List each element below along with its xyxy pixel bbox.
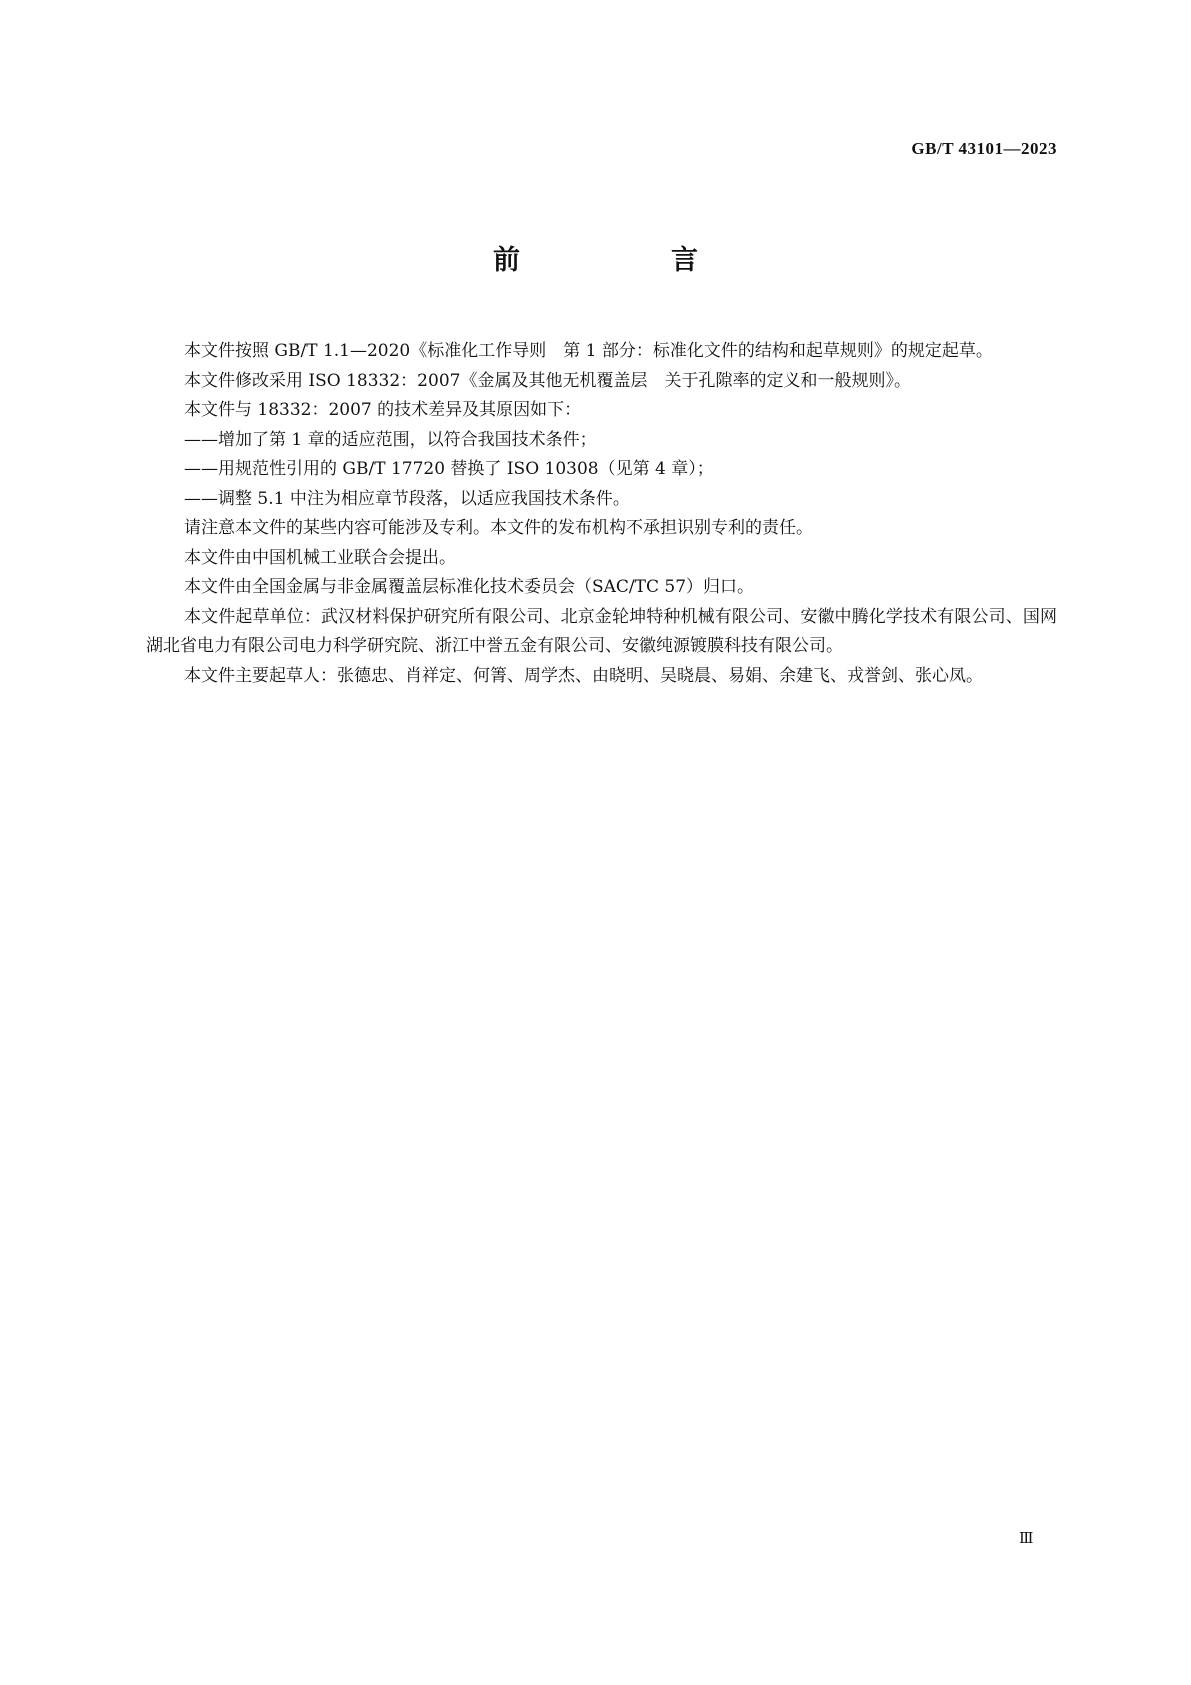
- paragraph-proposer: 本文件由中国机械工业联合会提出。: [184, 547, 456, 568]
- foreword-body: [146, 337, 1057, 691]
- standard-code: GB/T 43101—2023: [911, 139, 1057, 158]
- page-title: 前 言: [493, 245, 760, 276]
- paragraph-patent-notice: 请注意本文件的某些内容可能涉及专利。本文件的发布机构不承担识别专利的责任。: [184, 518, 813, 538]
- paragraph-drafters: 本文件主要起草人：张德忠、肖祥定、何箐、周学杰、由晓明、吴晓晨、易娟、余建飞、戎誉剑、张心凤。: [184, 665, 983, 686]
- paragraph-difference-item: ——调整 5.1 中注为相应章节段落，以适应我国技术条件。: [184, 488, 630, 509]
- paragraph-adoption: 本文件修改采用 ISO 18332：2007《金属及其他无机覆盖层 关于孔隙率的定义和一般规则》。: [184, 370, 911, 391]
- paragraph-difference-item: ——增加了第 1 章的适应范围，以符合我国技术条件；: [184, 429, 597, 450]
- page-number: Ⅲ: [1019, 1531, 1034, 1547]
- paragraph-committee: 本文件由全国金属与非金属覆盖层标准化技术委员会（SAC/TC 57）归口。: [184, 577, 755, 597]
- paragraph-drafting-units: 本文件起草单位：武汉材料保护研究所有限公司、北京金轮坤特种机械有限公司、安徽中腾化学技术有限公司、国网湖北省电力有限公司电力科学研究院、浙江中誉五金有限公司、安徽纯源镀膜科技有限公司。: [146, 606, 1057, 656]
- paragraph-difference-item: ——用规范性引用的 GB/T 17720 替换了 ISO 10308（见第 4 章）；: [184, 459, 714, 479]
- paragraph-drafting-rules: 本文件按照 GB/T 1.1—2020《标准化工作导则 第 1 部分：标准化文件的结构和起草规则》的规定起草。: [184, 341, 993, 361]
- paragraph-differences-intro: 本文件与 18332：2007 的技术差异及其原因如下：: [184, 400, 582, 420]
